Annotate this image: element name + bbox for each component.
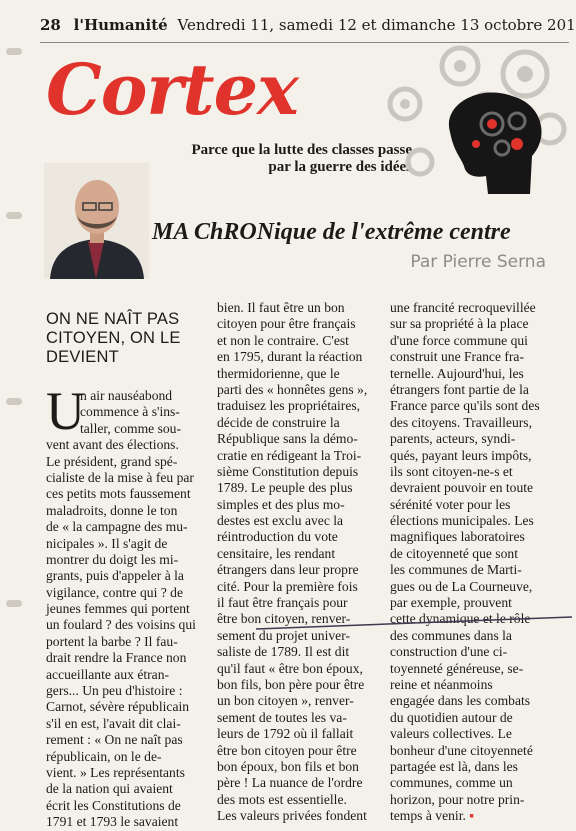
binder-hole bbox=[6, 600, 22, 607]
article-headline bbox=[46, 310, 216, 367]
article-line: du quotidien autour de bbox=[390, 709, 513, 725]
section-title: Cortex bbox=[46, 48, 298, 131]
article-line: reine et néanmoins bbox=[390, 676, 493, 692]
article-line: étrangers font partie de la bbox=[390, 381, 529, 397]
drop-cap: U bbox=[46, 381, 85, 441]
article-line: des communes dans la bbox=[390, 627, 512, 643]
article-line: taller, comme sou- bbox=[80, 420, 181, 436]
article-line: rement : « On ne naît pas bbox=[46, 732, 183, 748]
article-line: vient. » Les représentants bbox=[46, 764, 185, 780]
article-line: simples et des plus mo- bbox=[217, 496, 345, 512]
headline-line: ON NE NAÎT PAS bbox=[46, 310, 180, 328]
binder-hole bbox=[6, 212, 22, 219]
article-line: portent la barbe ? Il fau- bbox=[46, 633, 178, 649]
article-column-3 bbox=[390, 300, 560, 824]
article-line: n air nauséabond bbox=[80, 388, 173, 403]
article-line: il faut être français pour bbox=[217, 595, 348, 611]
article-line: être bon citoyen, renver- bbox=[217, 611, 351, 627]
article-column-2 bbox=[217, 300, 388, 824]
article-line: gers... Un peu d'histoire : bbox=[46, 683, 183, 699]
article-line: une francité recroquevillée bbox=[390, 300, 536, 315]
article-line: accueillante aux étran- bbox=[46, 666, 170, 682]
section-tagline bbox=[150, 142, 412, 176]
article-line: sement du projet univer- bbox=[217, 627, 350, 643]
author-photo bbox=[44, 163, 149, 279]
article-line: père ! La nuance de l'ordre bbox=[217, 775, 363, 791]
article-line: destes est exclu avec la bbox=[217, 513, 344, 529]
article-line: écrit les Constitutions de bbox=[46, 797, 181, 813]
article-line: et non le contraire. C'est bbox=[217, 332, 349, 348]
article-line: un bon citoyen », renver- bbox=[217, 693, 354, 709]
article-line: les communes de Marti- bbox=[390, 562, 522, 578]
article-line: partagée est là, dans les bbox=[390, 758, 518, 774]
article-line: un foulard ? des voisins qui bbox=[46, 617, 196, 633]
article-line: toyenneté généreuse, se- bbox=[390, 660, 524, 676]
article-line: qués, payant leurs impôts, bbox=[390, 447, 532, 463]
article-line: gues ou de La Courneuve, bbox=[390, 578, 533, 594]
article-line: communes, comme un bbox=[390, 775, 513, 791]
article-line: grants, puis d'appeler à la bbox=[46, 568, 184, 584]
article-line: saliste de 1789. Il est dit bbox=[217, 644, 350, 660]
article-line: républicain, on le de- bbox=[46, 748, 162, 764]
article-line: cette dynamique et le rôle bbox=[390, 611, 531, 627]
article-column-1 bbox=[46, 381, 218, 830]
article-line: commence à s'ins- bbox=[80, 404, 180, 420]
byline: Par Pierre Serna bbox=[410, 252, 546, 272]
binder-hole bbox=[6, 48, 22, 55]
article-line: être bon citoyen pour être bbox=[217, 742, 357, 758]
article-line: drait rendre la France non bbox=[46, 650, 187, 666]
article-line: montrer du doigt les mi- bbox=[46, 551, 179, 567]
article-line: leurs de 1792 où il fallait bbox=[217, 726, 354, 742]
newspaper-name: l'Humanité bbox=[73, 16, 168, 34]
end-mark: ▪ bbox=[465, 808, 475, 824]
article-line: valeurs collectives. Le bbox=[390, 726, 512, 742]
headline-line: CITOYEN, ON LE bbox=[46, 329, 181, 347]
article-line: censitaire, les rendant bbox=[217, 545, 336, 561]
article-line: 1791 et 1793 le savaient bbox=[46, 814, 179, 830]
article-line: bon fils, bon père pour être bbox=[217, 676, 365, 692]
article-line: cratie en rédigeant la Troi- bbox=[217, 447, 362, 463]
article-line: sérénité voter pour les bbox=[390, 496, 511, 512]
article-line: sur sa propriété à la place bbox=[390, 316, 529, 332]
article-line: vent avant des élections. bbox=[46, 437, 179, 453]
article-line: temps à venir. ▪ bbox=[390, 808, 475, 824]
article-line: Carnot, sévère républicain bbox=[46, 699, 190, 715]
article-line: d'une force commune qui bbox=[390, 332, 528, 348]
article-line: 1789. Le peuple des plus bbox=[217, 480, 353, 496]
article-line: qu'il faut « être bon époux, bbox=[217, 660, 363, 676]
article-line: bien. Il faut être un bon bbox=[217, 300, 345, 315]
tagline-line: par la guerre des idées bbox=[268, 159, 412, 175]
article-line: République sans la démo- bbox=[217, 431, 358, 447]
article-line: magnifiques laboratoires bbox=[390, 529, 525, 545]
article-line: horizon, pour notre prin- bbox=[390, 791, 525, 807]
article-line: de citoyenneté que sont bbox=[390, 545, 518, 561]
article-line: nicipales ». Il s'agit de bbox=[46, 535, 168, 551]
article-line: maladroits, donne le ton bbox=[46, 502, 178, 518]
article-line: réintroduction du vote bbox=[217, 529, 338, 545]
article-line: Les valeurs privées fondent bbox=[217, 808, 367, 824]
article-line: thermidorienne, que le bbox=[217, 365, 340, 381]
article-line: en 1795, durant la réaction bbox=[217, 349, 363, 365]
binder-hole bbox=[6, 398, 22, 405]
article-line: des citoyens. Travailleurs, bbox=[390, 414, 532, 430]
article-line: de la nation qui avaient bbox=[46, 781, 173, 797]
article-line: engagée dans les combats bbox=[390, 693, 531, 709]
article-line: parents, acteurs, syndi- bbox=[390, 431, 516, 447]
article-line: sement de toutes les va- bbox=[217, 709, 347, 725]
issue-date: Vendredi 11, samedi 12 et dimanche 13 octobre 201 bbox=[177, 16, 576, 34]
article-line: de « la campagne des mu- bbox=[46, 519, 188, 535]
article-line: des mots est essentielle. bbox=[217, 791, 347, 807]
article-line: cialiste de la mise à feu par bbox=[46, 469, 194, 485]
page-number: 28 bbox=[40, 16, 61, 34]
article-line: vigilance, contre qui ? de bbox=[46, 584, 184, 600]
headline-line: DEVIENT bbox=[46, 348, 119, 366]
article-line: ils sont citoyen-ne-s et bbox=[390, 463, 513, 479]
article-line: bonheur d'une citoyenneté bbox=[390, 742, 533, 758]
page-header bbox=[40, 16, 576, 40]
article-line: citoyen pour être français bbox=[217, 316, 356, 332]
article-line: décide de construire la bbox=[217, 414, 340, 430]
article-line: Le président, grand spé- bbox=[46, 453, 178, 469]
pen-stroke bbox=[254, 613, 574, 635]
article-line: étrangers dans leur propre bbox=[217, 562, 359, 578]
article-line: par exemple, prouvent bbox=[390, 595, 512, 611]
article-line: ternelle. Aujourd'hui, les bbox=[390, 365, 524, 381]
article-line: bon époux, bon fils et bon bbox=[217, 758, 359, 774]
article-line: parti des « honnêtes gens », bbox=[217, 381, 368, 397]
article-line: cité. Pour la première fois bbox=[217, 578, 358, 594]
brain-gears-illustration bbox=[380, 44, 569, 214]
article-line: construction d'une ci- bbox=[390, 644, 508, 660]
article-line: construit une France fra- bbox=[390, 349, 524, 365]
article-line: sième Constitution depuis bbox=[217, 463, 359, 479]
tagline-line: Parce que la lutte des classes passe bbox=[191, 142, 412, 158]
article-line: jeunes femmes qui portent bbox=[46, 601, 190, 617]
column-title: MA ChRONique de l'extrême centre bbox=[152, 219, 511, 245]
article-line: devraient pouvoir en toute bbox=[390, 480, 534, 496]
header-rule bbox=[40, 42, 569, 43]
article-line: s'il en est, l'avait dit clai- bbox=[46, 715, 181, 731]
article-line: ces petits mots faussement bbox=[46, 486, 191, 502]
article-line: France parce qu'ils sont des bbox=[390, 398, 540, 414]
article-line: élections municipales. Les bbox=[390, 513, 534, 529]
article-line: traduisez les propriétaires, bbox=[217, 398, 361, 414]
